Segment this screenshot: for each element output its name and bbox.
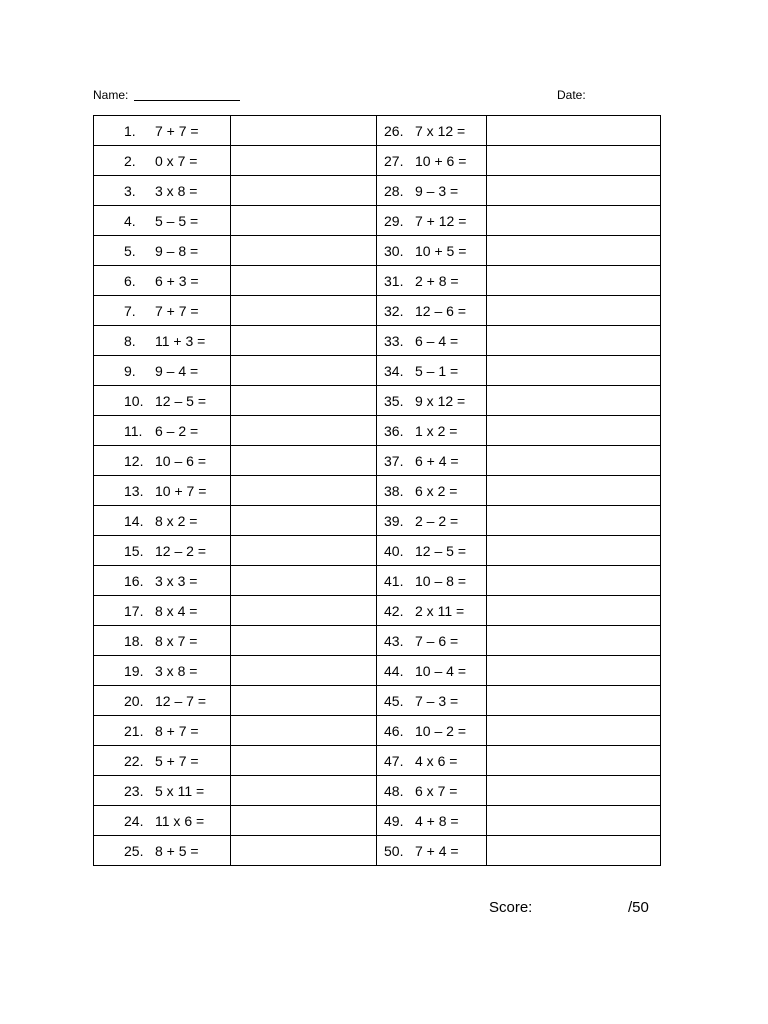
question-expression: 6 – 4 = xyxy=(415,332,459,349)
table-row xyxy=(94,446,661,476)
question-cell xyxy=(94,596,231,626)
table-row xyxy=(94,146,661,176)
question-expression: 5 x 11 = xyxy=(155,782,205,799)
answer-cell[interactable] xyxy=(487,506,661,536)
question-cell xyxy=(94,326,231,356)
question-cell xyxy=(94,206,231,236)
question-cell xyxy=(94,506,231,536)
answer-cell[interactable] xyxy=(487,296,661,326)
question-cell xyxy=(94,626,231,656)
question-number: 43. xyxy=(384,632,404,649)
question-expression: 3 x 8 = xyxy=(155,662,198,679)
question-number: 2. xyxy=(124,152,136,169)
question-cell xyxy=(377,356,487,386)
question-expression: 10 + 5 = xyxy=(415,242,467,259)
table-row xyxy=(94,386,661,416)
question-number: 8. xyxy=(124,332,136,349)
question-expression: 10 – 4 = xyxy=(415,662,466,679)
question-number: 37. xyxy=(384,452,404,469)
question-expression: 9 – 8 = xyxy=(155,242,199,259)
answer-cell[interactable] xyxy=(231,206,377,236)
question-cell xyxy=(94,836,231,866)
table-row xyxy=(94,476,661,506)
question-number: 47. xyxy=(384,752,404,769)
table-row xyxy=(94,506,661,536)
question-expression: 5 – 1 = xyxy=(415,362,459,379)
question-expression: 12 – 2 = xyxy=(155,542,206,559)
question-cell xyxy=(94,266,231,296)
question-cell xyxy=(377,656,487,686)
table-row xyxy=(94,656,661,686)
question-expression: 7 + 12 = xyxy=(415,212,467,229)
question-number: 40. xyxy=(384,542,404,559)
question-expression: 9 – 3 = xyxy=(415,182,459,199)
answer-cell[interactable] xyxy=(487,266,661,296)
question-cell xyxy=(94,746,231,776)
question-number: 28. xyxy=(384,182,404,199)
question-expression: 7 + 4 = xyxy=(415,842,459,859)
question-number: 36. xyxy=(384,422,404,439)
question-number: 26. xyxy=(384,122,404,139)
question-expression: 10 + 6 = xyxy=(415,152,467,169)
table-row xyxy=(94,326,661,356)
table-row xyxy=(94,116,661,146)
question-cell xyxy=(377,176,487,206)
answer-cell[interactable] xyxy=(231,626,377,656)
table-row xyxy=(94,806,661,836)
answer-cell[interactable] xyxy=(487,536,661,566)
date-label: Date: xyxy=(557,88,586,102)
answer-cell[interactable] xyxy=(231,236,377,266)
question-number: 1. xyxy=(124,122,136,139)
answer-cell[interactable] xyxy=(231,776,377,806)
question-number: 15. xyxy=(124,542,144,559)
answer-cell[interactable] xyxy=(487,806,661,836)
question-expression: 2 – 2 = xyxy=(415,512,459,529)
question-expression: 6 x 7 = xyxy=(415,782,458,799)
answer-cell[interactable] xyxy=(231,536,377,566)
answer-cell[interactable] xyxy=(231,476,377,506)
answer-cell[interactable] xyxy=(231,326,377,356)
table-row xyxy=(94,626,661,656)
question-expression: 6 x 2 = xyxy=(415,482,458,499)
question-number: 45. xyxy=(384,692,404,709)
table-row xyxy=(94,296,661,326)
question-cell xyxy=(94,296,231,326)
answer-cell[interactable] xyxy=(231,386,377,416)
question-cell xyxy=(377,716,487,746)
question-number: 7. xyxy=(124,302,136,319)
table-row xyxy=(94,746,661,776)
question-number: 42. xyxy=(384,602,404,619)
answer-cell[interactable] xyxy=(231,416,377,446)
question-expression: 11 x 6 = xyxy=(155,812,205,829)
table-row xyxy=(94,206,661,236)
question-number: 11. xyxy=(124,422,143,439)
name-label: Name: xyxy=(93,88,129,102)
question-number: 4. xyxy=(124,212,136,229)
question-number: 3. xyxy=(124,182,136,199)
table-row xyxy=(94,836,661,866)
question-expression: 12 – 5 = xyxy=(415,542,466,559)
question-cell xyxy=(94,416,231,446)
table-row xyxy=(94,266,661,296)
question-number: 12. xyxy=(124,452,144,469)
question-cell xyxy=(377,776,487,806)
question-number: 25. xyxy=(124,842,144,859)
question-cell xyxy=(94,236,231,266)
question-number: 14. xyxy=(124,512,144,529)
question-expression: 10 – 6 = xyxy=(155,452,206,469)
question-cell xyxy=(94,716,231,746)
question-cell xyxy=(94,386,231,416)
question-number: 19. xyxy=(124,662,144,679)
answer-cell[interactable] xyxy=(487,476,661,506)
question-cell xyxy=(94,176,231,206)
answer-cell[interactable] xyxy=(487,566,661,596)
answer-cell[interactable] xyxy=(231,146,377,176)
question-cell xyxy=(94,476,231,506)
questions-table xyxy=(93,115,661,866)
question-number: 49. xyxy=(384,812,404,829)
question-cell xyxy=(377,686,487,716)
question-expression: 8 x 2 = xyxy=(155,512,198,529)
question-cell xyxy=(94,806,231,836)
question-number: 35. xyxy=(384,392,404,409)
answer-cell[interactable] xyxy=(231,356,377,386)
question-expression: 11 + 3 = xyxy=(155,332,206,349)
answer-cell[interactable] xyxy=(487,596,661,626)
answer-cell[interactable] xyxy=(231,176,377,206)
question-number: 27. xyxy=(384,152,404,169)
question-number: 46. xyxy=(384,722,404,739)
question-cell xyxy=(377,206,487,236)
question-cell xyxy=(377,476,487,506)
question-number: 31. xyxy=(384,272,404,289)
answer-cell[interactable] xyxy=(231,446,377,476)
question-cell xyxy=(94,446,231,476)
question-cell xyxy=(94,686,231,716)
question-expression: 12 – 7 = xyxy=(155,692,206,709)
question-cell xyxy=(377,266,487,296)
question-expression: 10 – 2 = xyxy=(415,722,466,739)
question-cell xyxy=(377,326,487,356)
question-number: 6. xyxy=(124,272,136,289)
table-row xyxy=(94,776,661,806)
answer-cell[interactable] xyxy=(231,686,377,716)
question-expression: 6 + 4 = xyxy=(415,452,459,469)
question-expression: 6 – 2 = xyxy=(155,422,199,439)
table-row xyxy=(94,416,661,446)
question-expression: 4 x 6 = xyxy=(415,752,458,769)
question-number: 16. xyxy=(124,572,144,589)
question-expression: 9 – 4 = xyxy=(155,362,199,379)
question-expression: 7 + 7 = xyxy=(155,122,199,139)
table-row xyxy=(94,356,661,386)
question-cell xyxy=(377,626,487,656)
question-number: 39. xyxy=(384,512,404,529)
question-expression: 8 x 4 = xyxy=(155,602,198,619)
answer-cell[interactable] xyxy=(487,326,661,356)
table-row xyxy=(94,716,661,746)
answer-cell[interactable] xyxy=(487,356,661,386)
score-area xyxy=(489,899,660,917)
question-number: 41. xyxy=(384,572,404,589)
question-number: 50. xyxy=(384,842,404,859)
answer-cell[interactable] xyxy=(231,296,377,326)
question-expression: 12 – 6 = xyxy=(415,302,466,319)
answer-cell[interactable] xyxy=(487,206,661,236)
question-cell xyxy=(94,356,231,386)
answer-cell[interactable] xyxy=(487,836,661,866)
table-row xyxy=(94,596,661,626)
table-row xyxy=(94,566,661,596)
question-cell xyxy=(94,146,231,176)
questions-table-body xyxy=(94,116,661,866)
question-expression: 8 + 5 = xyxy=(155,842,199,859)
question-number: 5. xyxy=(124,242,136,259)
answer-cell[interactable] xyxy=(487,386,661,416)
question-cell xyxy=(377,236,487,266)
question-cell xyxy=(377,146,487,176)
question-expression: 1 x 2 = xyxy=(415,422,458,439)
question-expression: 8 x 7 = xyxy=(155,632,198,649)
question-number: 18. xyxy=(124,632,144,649)
question-expression: 5 + 7 = xyxy=(155,752,199,769)
question-expression: 10 + 7 = xyxy=(155,482,207,499)
answer-cell[interactable] xyxy=(231,266,377,296)
question-number: 22. xyxy=(124,752,144,769)
question-number: 21. xyxy=(124,722,144,739)
question-number: 24. xyxy=(124,812,144,829)
question-expression: 7 – 3 = xyxy=(415,692,459,709)
question-expression: 9 x 12 = xyxy=(415,392,466,409)
question-expression: 3 x 3 = xyxy=(155,572,198,589)
answer-cell[interactable] xyxy=(487,416,661,446)
question-cell xyxy=(377,446,487,476)
question-expression: 5 – 5 = xyxy=(155,212,199,229)
question-number: 9. xyxy=(124,362,136,379)
question-expression: 7 + 7 = xyxy=(155,302,199,319)
answer-cell[interactable] xyxy=(231,656,377,686)
question-cell xyxy=(377,806,487,836)
question-number: 33. xyxy=(384,332,404,349)
answer-cell[interactable] xyxy=(487,776,661,806)
name-blank-line[interactable] xyxy=(134,100,240,101)
question-number: 30. xyxy=(384,242,404,259)
question-expression: 2 + 8 = xyxy=(415,272,459,289)
table-row xyxy=(94,176,661,206)
answer-cell[interactable] xyxy=(231,716,377,746)
answer-cell[interactable] xyxy=(487,686,661,716)
question-number: 13. xyxy=(124,482,144,499)
question-expression: 3 x 8 = xyxy=(155,182,198,199)
question-expression: 6 + 3 = xyxy=(155,272,199,289)
answer-cell[interactable] xyxy=(231,566,377,596)
question-expression: 12 – 5 = xyxy=(155,392,206,409)
question-cell xyxy=(377,386,487,416)
question-cell xyxy=(94,566,231,596)
score-label: Score: xyxy=(489,899,533,916)
question-number: 29. xyxy=(384,212,404,229)
question-number: 38. xyxy=(384,482,404,499)
question-expression: 0 x 7 = xyxy=(155,152,198,169)
question-cell xyxy=(377,506,487,536)
answer-cell[interactable] xyxy=(231,806,377,836)
question-expression: 8 + 7 = xyxy=(155,722,199,739)
question-cell xyxy=(94,776,231,806)
answer-cell[interactable] xyxy=(231,746,377,776)
answer-cell[interactable] xyxy=(231,596,377,626)
question-expression: 4 + 8 = xyxy=(415,812,459,829)
worksheet-header xyxy=(93,88,660,104)
answer-cell[interactable] xyxy=(231,116,377,146)
answer-cell[interactable] xyxy=(487,446,661,476)
answer-cell[interactable] xyxy=(487,746,661,776)
answer-cell[interactable] xyxy=(487,716,661,746)
answer-cell[interactable] xyxy=(231,836,377,866)
question-expression: 2 x 11 = xyxy=(415,602,465,619)
table-row xyxy=(94,236,661,266)
question-cell xyxy=(377,746,487,776)
question-cell xyxy=(377,566,487,596)
answer-cell[interactable] xyxy=(231,506,377,536)
question-cell xyxy=(94,536,231,566)
question-number: 48. xyxy=(384,782,404,799)
question-cell xyxy=(377,836,487,866)
answer-cell[interactable] xyxy=(487,236,661,266)
answer-cell[interactable] xyxy=(487,656,661,686)
question-number: 32. xyxy=(384,302,404,319)
question-number: 10. xyxy=(124,392,144,409)
question-expression: 10 – 8 = xyxy=(415,572,466,589)
question-expression: 7 – 6 = xyxy=(415,632,459,649)
question-cell xyxy=(377,536,487,566)
score-total: /50 xyxy=(628,899,649,916)
question-number: 17. xyxy=(124,602,144,619)
answer-cell[interactable] xyxy=(487,176,661,206)
question-number: 44. xyxy=(384,662,404,679)
question-cell xyxy=(377,296,487,326)
question-cell xyxy=(377,596,487,626)
answer-cell[interactable] xyxy=(487,146,661,176)
question-cell xyxy=(94,656,231,686)
answer-cell[interactable] xyxy=(487,116,661,146)
question-number: 23. xyxy=(124,782,144,799)
question-cell xyxy=(377,116,487,146)
question-number: 34. xyxy=(384,362,404,379)
question-expression: 7 x 12 = xyxy=(415,122,466,139)
answer-cell[interactable] xyxy=(487,626,661,656)
table-row xyxy=(94,686,661,716)
question-cell xyxy=(377,416,487,446)
question-cell xyxy=(94,116,231,146)
table-row xyxy=(94,536,661,566)
question-number: 20. xyxy=(124,692,144,709)
